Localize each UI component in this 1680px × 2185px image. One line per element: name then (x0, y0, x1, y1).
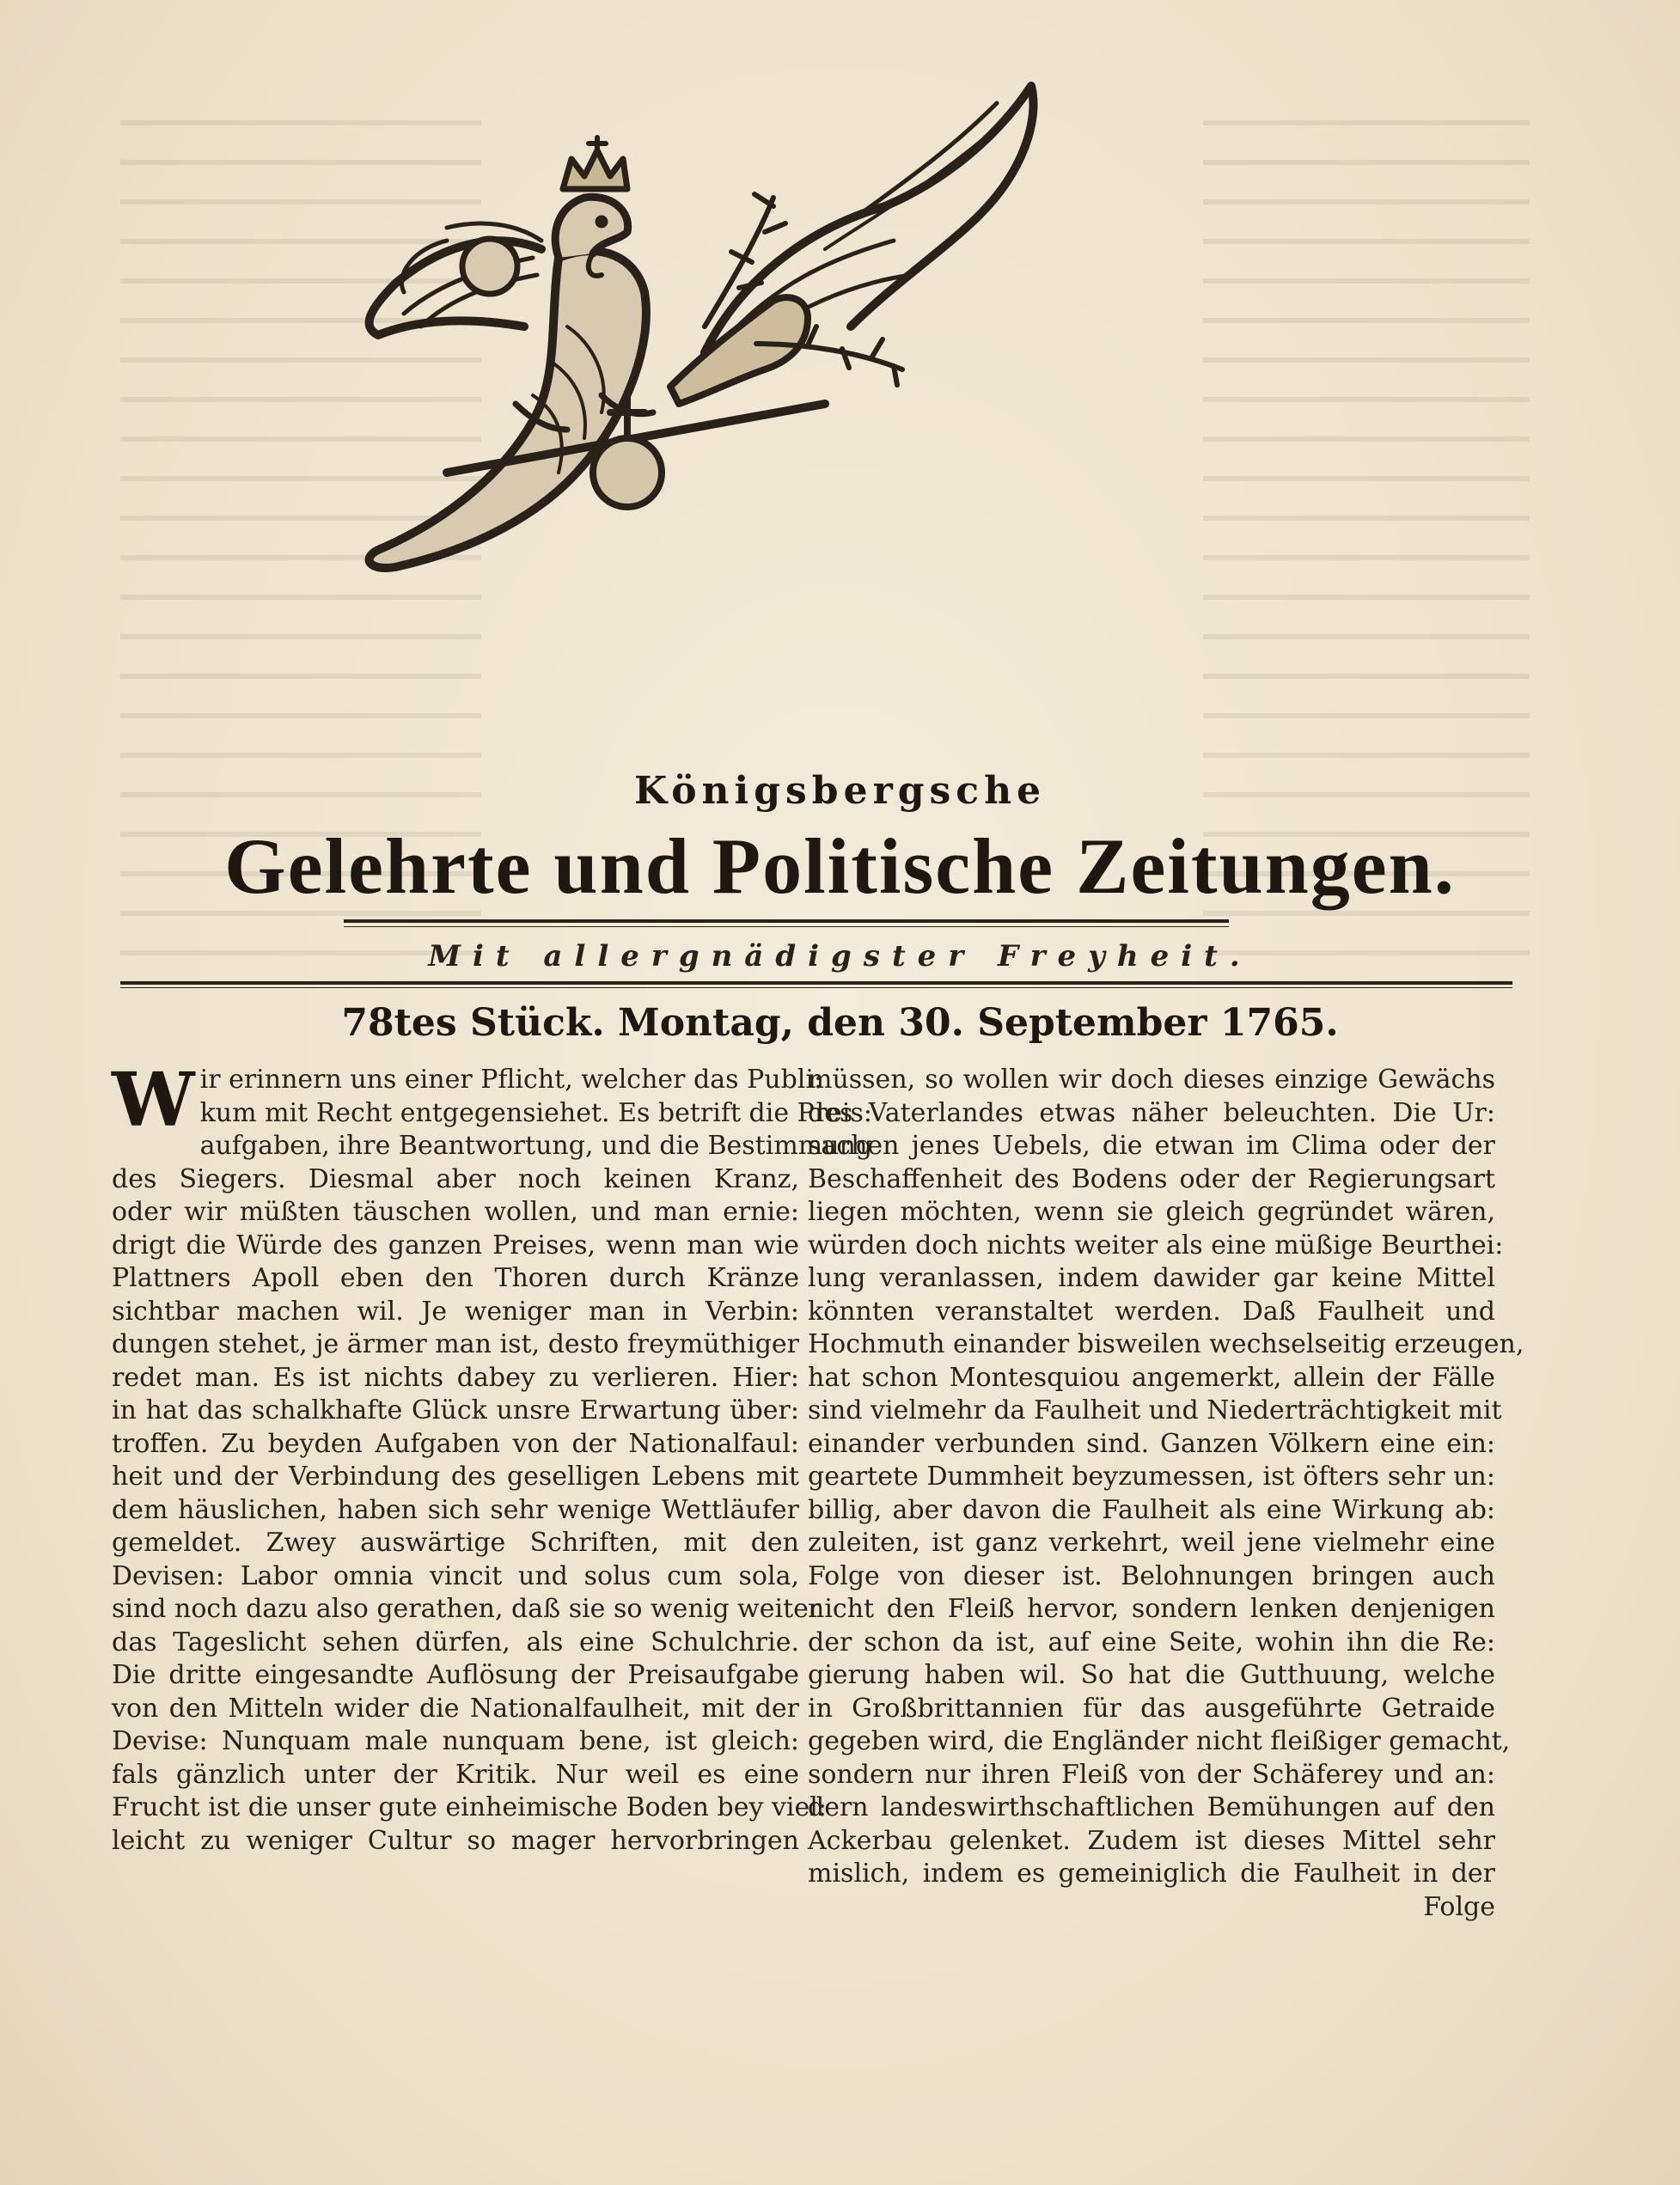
text-line: aufgaben, ihre Beantwortung, und die Bestimmung (199, 1131, 873, 1161)
text-line: lung veranlassen, indem dawider gar keine Mittel (808, 1263, 1495, 1293)
text-line: Beschaffenheit des Bodens oder der Regierungsart (808, 1163, 1495, 1194)
privilege-line: Mit allergnädigster Freyheit. (428, 939, 1252, 973)
text-line: gegeben wird, die Engländer nicht fleißiger gemacht, (808, 1726, 1511, 1756)
text-line: der schon da ist, auf eine Seite, wohin ihn die Re: (808, 1627, 1495, 1657)
text-line: müssen, so wollen wir doch dieses einzige Gewächs (808, 1065, 1495, 1095)
text-line: dem häuslichen, haben sich sehr wenige Wettläufer (112, 1494, 799, 1525)
text-line: Ackerbau gelenket. Zudem ist dieses Mittel sehr (808, 1825, 1495, 1856)
text-line: drigt die Würde des ganzen Preises, wenn man wie (112, 1230, 799, 1260)
text-line: dern landeswirthschaftlichen Bemühungen auf den (808, 1792, 1495, 1822)
text-line: des Vaterlandes etwas näher beleuchten. Die Ur: (808, 1097, 1495, 1128)
text-line: mislich, indem es gemeiniglich die Faulheit in der (808, 1858, 1495, 1889)
text-line: kum mit Recht entgegensiehet. Es betrift die Preis: (199, 1097, 873, 1128)
text-line: Die dritte eingesandte Auflösung der Preisaufgabe (112, 1660, 799, 1690)
drop-cap: W (112, 1057, 195, 1144)
text-line: Frucht ist die unser gute einheimische Boden bey viel: (112, 1792, 827, 1822)
masthead-kicker: Königsbergsche (633, 769, 1047, 813)
header-rule-thin (120, 987, 1512, 988)
masthead-title: Gelehrte und Politische Zeitungen. (224, 822, 1456, 910)
crowned-eagle-icon (344, 69, 1315, 756)
text-line: einander verbunden sind. Ganzen Völkern eine ein: (808, 1428, 1495, 1459)
text-line: des Siegers. Diesmal aber noch keinen Kranz, (112, 1163, 799, 1194)
text-line: das Tageslicht sehen dürfen, als eine Schulchrie. (112, 1627, 799, 1657)
catchword: Folge (1423, 1891, 1495, 1922)
text-line: nicht den Fleiß hervor, sondern lenken denjenigen (808, 1594, 1495, 1624)
text-line: troffen. Zu beyden Aufgaben von der Nationalfaul: (112, 1428, 799, 1459)
text-line: hat schon Montesquiou angemerkt, allein der Fälle (808, 1362, 1495, 1393)
text-line: sichtbar machen wil. Je weniger man in Verbin: (112, 1296, 799, 1327)
text-line: leicht zu weniger Cultur so mager hervorbringen (112, 1825, 799, 1856)
text-line: würden doch nichts weiter als eine müßige Beurthei: (808, 1230, 1504, 1260)
article-column-right (808, 1064, 1524, 1924)
header-rule (120, 981, 1512, 985)
text-line: in Großbrittannien für das ausgeführte Getraide (808, 1693, 1495, 1724)
article-column-left (112, 1057, 873, 1858)
text-line: gierung haben wil. So hat die Gutthuung, welche (808, 1660, 1495, 1690)
text-line: liegen möchten, wenn sie gleich gegründet wären, (808, 1197, 1495, 1227)
text-line: in hat das schalkhafte Glück unsre Erwartung über: (112, 1395, 799, 1425)
issue-line: 78tes Stück. Montag, den 30. September 1765. (341, 1001, 1339, 1045)
text-line: Plattners Apoll eben den Thoren durch Kränze (112, 1263, 799, 1293)
text-line: von den Mitteln wider die Nationalfaulheit, mit der (112, 1693, 799, 1724)
text-line: könnten veranstaltet werden. Daß Faulheit und (808, 1296, 1495, 1327)
text-line: Hochmuth einander bisweilen wechselseitig erzeugen, (808, 1329, 1524, 1359)
text-line: heit und der Verbindung des geselligen Lebens mit (112, 1462, 799, 1492)
text-line: gemeldet. Zwey auswärtige Schriften, mit den (112, 1528, 799, 1558)
text-line: dungen stehet, je ärmer man ist, desto freymüthiger (112, 1329, 799, 1359)
text-line: geartete Dummheit beyzumessen, ist öfters sehr un: (808, 1462, 1495, 1492)
text-line: sachen jenes Uebels, die etwan im Clima oder der (808, 1131, 1495, 1161)
text-line: sind noch dazu also gerathen, daß sie so wenig weiter (112, 1594, 822, 1624)
text-line: redet man. Es ist nichts dabey zu verlieren. Hier: (112, 1362, 799, 1393)
text-line: billig, aber davon die Faulheit als eine Wirkung ab: (808, 1494, 1495, 1525)
text-line: Devise: Nunquam male nunquam bene, ist gleich: (112, 1726, 799, 1756)
masthead-rule (344, 919, 1229, 923)
text-line: Devisen: Labor omnia vincit und solus cum sola, (112, 1560, 799, 1591)
text-line: fals gänzlich unter der Kritik. Nur weil es eine (112, 1759, 799, 1790)
masthead-rule-thin (344, 926, 1229, 927)
text-line: ir erinnern uns einer Pflicht, welcher das Publi: (199, 1065, 823, 1095)
text-line: oder wir müßten täuschen wollen, und man ernie: (112, 1197, 799, 1227)
text-line: zuleiten, ist ganz verkehrt, weil jene vielmehr eine (808, 1528, 1495, 1558)
text-line: Folge von dieser ist. Belohnungen bringen auch (808, 1560, 1495, 1591)
text-line: sondern nur ihren Fleiß von der Schäferey und an: (808, 1759, 1495, 1790)
text-line: sind vielmehr da Faulheit und Niederträchtigkeit mit (808, 1395, 1502, 1425)
